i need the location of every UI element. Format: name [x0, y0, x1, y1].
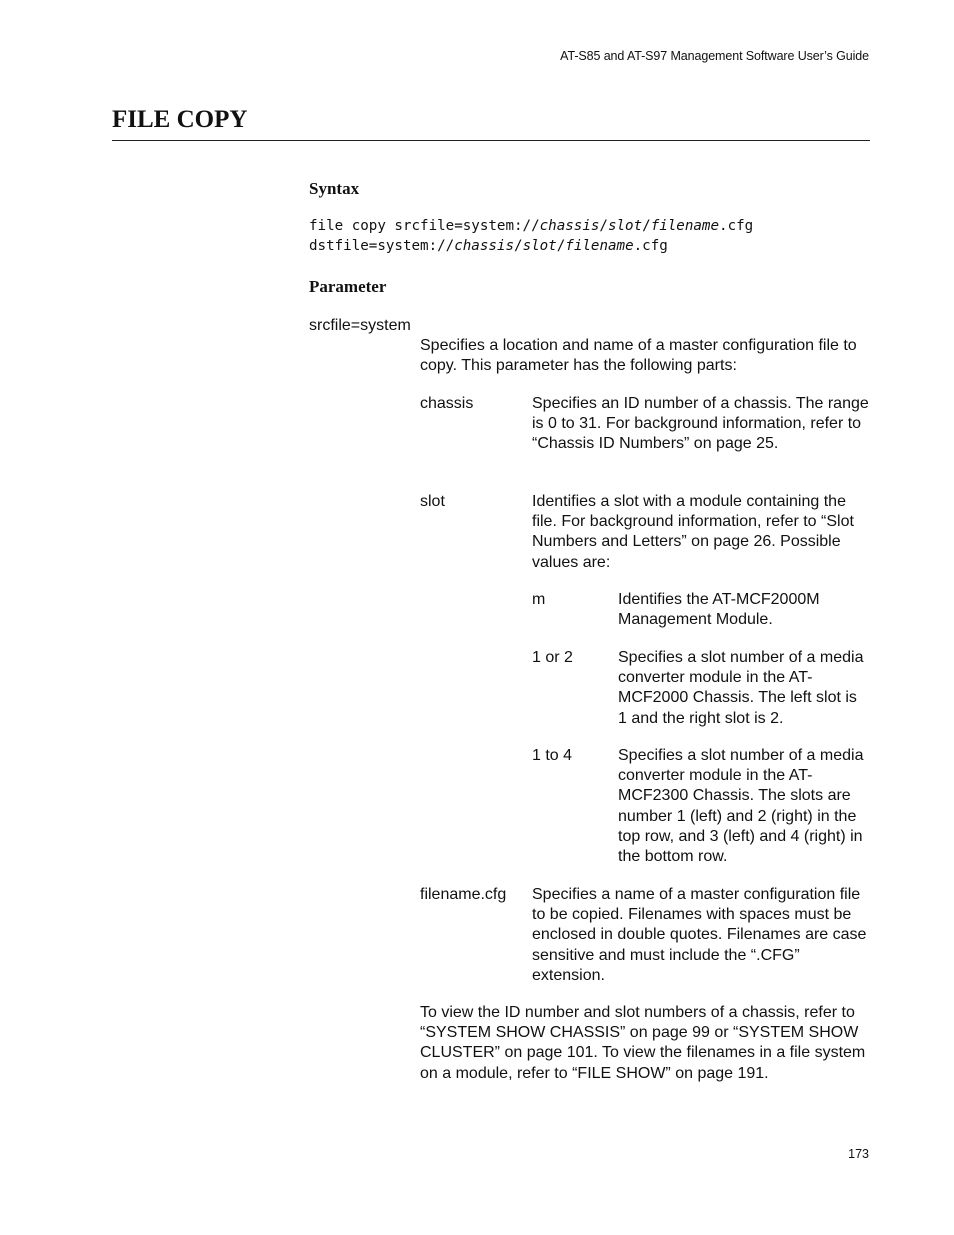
value-term-1-to-4: 1 to 4: [532, 747, 573, 764]
syntax-line-1: [309, 216, 753, 236]
part-term-filename: filename.cfg: [420, 886, 507, 903]
syntax-heading: Syntax: [309, 179, 360, 198]
code-separator: /: [642, 218, 651, 234]
part-desc-filename: Specifies a name of a master configuration file to be copied. Filenames with spaces must be enclosed in double quotes. Filenames are case sensitive and must include the “.CFG” extension.: [532, 886, 867, 984]
part-term-slot: slot: [420, 493, 445, 510]
code-separator: /: [556, 238, 566, 254]
value-desc-1-or-2: Specifies a slot number of a media converter module in the AT-MCF2000 Chassis. The left slot is 1 and the right slot is 2.: [618, 649, 864, 727]
page-title: FILE COPY: [112, 106, 248, 133]
code-extension: .cfg: [719, 218, 754, 234]
running-header: AT-S85 and AT-S97 Management Software User’s Guide: [560, 49, 869, 63]
parameter-name: srcfile=system: [309, 317, 411, 334]
part-desc-chassis: Specifies an ID number of a chassis. The range is 0 to 31. For background information, refer to “Chassis ID Numbers” on page 25.: [532, 395, 869, 453]
code-text: dstfile=system://: [309, 238, 455, 254]
code-placeholder-filename: filename: [565, 238, 634, 254]
part-term-chassis: chassis: [420, 395, 474, 412]
code-text: file copy srcfile=system://: [309, 218, 540, 234]
parameter-heading: Parameter: [309, 277, 387, 296]
code-placeholder-slot: slot: [522, 238, 557, 254]
reference-note: To view the ID number and slot numbers of a chassis, refer to “SYSTEM SHOW CHASSIS” on page 99 or “SYSTEM SHOW CLUSTER” on page 101. To view the filenames in a file system on a module, refer to “FILE SHOW” on page 191.: [420, 1004, 866, 1082]
code-placeholder-slot: slot: [607, 218, 643, 234]
code-placeholder-chassis: chassis: [454, 238, 515, 254]
title-rule: [112, 140, 870, 141]
code-separator: /: [514, 238, 523, 254]
value-term-m: m: [532, 591, 546, 608]
part-desc-slot: Identifies a slot with a module containing the file. For background information, refer to “Slot Numbers and Letters” on page 26. Possible values are:: [532, 493, 854, 571]
value-desc-1-to-4: Specifies a slot number of a media converter module in the AT-MCF2300 Chassis. The slots are number 1 (left) and 2 (right) in the top row, and 3 (left) and 4 (right) in the bottom row.: [618, 747, 864, 866]
code-placeholder-chassis: chassis: [539, 218, 600, 234]
code-placeholder-filename: filename: [650, 218, 720, 234]
code-extension: .cfg: [633, 238, 668, 254]
parameter-description: Specifies a location and name of a master configuration file to copy. This parameter has the following parts:: [420, 337, 857, 375]
page-number: 173: [848, 1147, 869, 1161]
code-separator: /: [599, 218, 608, 234]
value-term-1-or-2: 1 or 2: [532, 649, 573, 666]
syntax-line-2: [309, 236, 668, 256]
value-desc-m: Identifies the AT-MCF2000M Management Module.: [618, 591, 820, 629]
